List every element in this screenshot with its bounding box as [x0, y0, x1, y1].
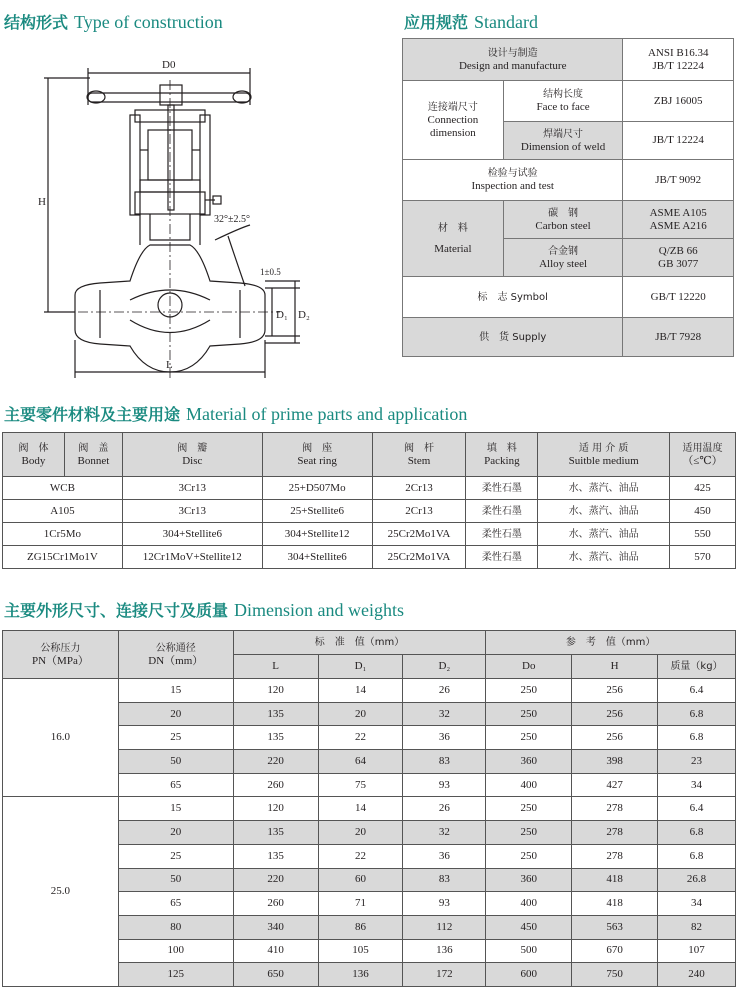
dim-cell: 50: [118, 868, 233, 892]
dim-cell: 750: [572, 963, 658, 987]
mat-cell: 25Cr2Mo1VA: [372, 523, 466, 546]
dim-cell: 260: [233, 773, 318, 797]
std-material-en: Material: [434, 242, 472, 255]
dim-cell: 22: [318, 844, 403, 868]
std-insp-en: Inspection and test: [471, 180, 554, 192]
mat-cell: 柔性石墨: [466, 546, 538, 569]
std-ftf-cn: 结构长度: [543, 89, 584, 100]
std-ftf-label: [503, 81, 623, 122]
mat-cell: A105: [3, 500, 123, 523]
std-supply-text: 供 货 Supply: [479, 331, 547, 343]
dim-cell: 36: [403, 726, 486, 750]
dim-cell: 260: [233, 892, 318, 916]
dim-cell: 125: [118, 963, 233, 987]
table-row: [403, 318, 734, 357]
label-angle: 32°±2.5°: [214, 214, 250, 225]
dim-cell: 6.8: [658, 821, 736, 845]
table-row: [403, 277, 734, 318]
table-row: [3, 631, 736, 655]
mat-cell: 水、蒸汽、油品: [538, 523, 670, 546]
dim-cell: 14: [318, 797, 403, 821]
standard-title-cn: 应用规范: [404, 13, 469, 32]
std-carbon-value: [623, 201, 734, 239]
mat-header-seat: [262, 433, 372, 477]
label-h: H: [38, 196, 46, 208]
mat-header-body-en: Body: [21, 454, 46, 467]
dim-cell: 136: [318, 963, 403, 987]
std-carbon-label: [503, 201, 623, 239]
std-insp-value: JB/T 9092: [623, 160, 734, 201]
mat-header-bonnet: [64, 433, 122, 477]
dim-cell: 20: [118, 702, 233, 726]
std-weld-label: [503, 122, 623, 160]
dim-cell: 6.4: [658, 679, 736, 703]
dim-cell: 427: [572, 773, 658, 797]
mat-header-disc-en: Disc: [182, 454, 203, 467]
std-material-cn: 材 料: [437, 222, 468, 234]
dim-cell: 256: [572, 702, 658, 726]
dim-cell: 250: [486, 797, 572, 821]
dim-cell: 256: [572, 726, 658, 750]
std-alloy-cn: 合金钢: [548, 245, 579, 257]
mat-cell: 柔性石墨: [466, 477, 538, 500]
dim-cell: 172: [403, 963, 486, 987]
std-weld-en: Dimension of weld: [520, 140, 606, 153]
mat-cell: 柔性石墨: [466, 500, 538, 523]
dim-cell: 32: [403, 702, 486, 726]
mat-cell: 2Cr13: [372, 477, 466, 500]
table-row: [3, 523, 736, 546]
table-row: [403, 160, 734, 201]
dim-cell: 112: [403, 915, 486, 939]
mat-header-body: [3, 433, 65, 477]
label-d0: D0: [162, 59, 176, 71]
mat-cell: 450: [670, 500, 736, 523]
table-row: [403, 39, 734, 81]
mat-cell: 425: [670, 477, 736, 500]
dim-cell: 65: [118, 773, 233, 797]
mat-cell: 12Cr1MoV+Stellite12: [122, 546, 262, 569]
dim-cell: 26: [403, 797, 486, 821]
dim-header-d1: D₁: [318, 655, 403, 679]
mat-header-body-cn: 阀 体: [18, 442, 49, 454]
dim-cell: 26: [403, 679, 486, 703]
dim-header-dn-cn: 公称通径: [155, 642, 196, 654]
dim-header-weight: 质量（kg）: [658, 655, 736, 679]
dim-cell: 418: [572, 868, 658, 892]
dimensions-table: [2, 630, 736, 987]
dim-cell: 26.8: [658, 868, 736, 892]
dim-cell: 83: [403, 868, 486, 892]
dim-cell: 15: [118, 679, 233, 703]
dim-cell: 398: [572, 750, 658, 774]
mat-cell: 1Cr5Mo: [3, 523, 123, 546]
dim-header-do: Do: [486, 655, 572, 679]
dim-header-pn-en: PN（MPa）: [32, 654, 89, 667]
mat-cell: 25+Stellite6: [262, 500, 372, 523]
mat-header-stem-cn: 阀 杆: [404, 442, 434, 454]
std-symbol-text: 标 志 Symbol: [477, 291, 548, 303]
label-d1: D₁: [276, 309, 288, 321]
table-row: [3, 679, 736, 703]
table-row: [403, 81, 734, 122]
dimensions-body: [3, 679, 736, 987]
dim-cell: 107: [658, 939, 736, 963]
dim-cell: 250: [486, 702, 572, 726]
mat-header-temp-en: （≤℃）: [682, 454, 723, 467]
standard-table: [402, 38, 734, 357]
dim-cell: 60: [318, 868, 403, 892]
dim-cell: 20: [318, 821, 403, 845]
mat-cell: ZG15Cr1Mo1V: [3, 546, 123, 569]
dim-cell: 25: [118, 844, 233, 868]
dim-cell: 360: [486, 868, 572, 892]
std-alloy-label: [503, 239, 623, 277]
std-conn-cn: 连接端尺寸: [427, 101, 478, 113]
std-conn-en2: dimension: [429, 126, 476, 139]
mat-cell: 水、蒸汽、油品: [538, 500, 670, 523]
mat-header-temp: [670, 433, 736, 477]
mat-header-disc-cn: 阀 瓣: [177, 442, 208, 454]
dimensions-title: [4, 598, 404, 621]
materials-title-en: Material of prime parts and application: [186, 404, 468, 424]
std-supply-value: JB/T 7928: [623, 318, 734, 357]
dim-header-dn-en: DN（mm）: [148, 654, 204, 667]
valve-construction-drawing: [0, 40, 395, 385]
mat-header-seat-cn: 阀 座: [302, 442, 333, 454]
mat-cell: 柔性石墨: [466, 523, 538, 546]
dim-cell: 400: [486, 892, 572, 916]
mat-header-medium: [538, 433, 670, 477]
dim-cell: 6.4: [658, 797, 736, 821]
mat-header-disc: [122, 433, 262, 477]
std-ftf-en: Face to face: [536, 101, 590, 113]
dim-cell: 450: [486, 915, 572, 939]
dim-cell: 93: [403, 773, 486, 797]
dim-cell: 250: [486, 726, 572, 750]
dim-cell: 240: [658, 963, 736, 987]
dim-cell: 136: [403, 939, 486, 963]
std-conn-label: [403, 81, 504, 160]
dim-header-h: H: [572, 655, 658, 679]
dim-cell: 32: [403, 821, 486, 845]
dim-cell: 135: [233, 702, 318, 726]
std-insp-label: [403, 160, 623, 201]
std-alloy-val1: Q/ZB 66: [658, 244, 698, 257]
dim-cell: 278: [572, 797, 658, 821]
dim-cell: 135: [233, 726, 318, 750]
dim-cell: 20: [318, 702, 403, 726]
dim-header-l: L: [233, 655, 318, 679]
dim-cell: 22: [318, 726, 403, 750]
std-design-cn: 设计与制造: [487, 47, 538, 59]
table-row: [3, 477, 736, 500]
std-symbol-label: [403, 277, 623, 318]
dim-cell: 20: [118, 821, 233, 845]
dim-cell: 400: [486, 773, 572, 797]
dim-cell: 220: [233, 750, 318, 774]
dim-cell: 50: [118, 750, 233, 774]
dim-cell: 600: [486, 963, 572, 987]
std-carbon-en: Carbon steel: [535, 219, 591, 232]
mat-header-packing-en: Packing: [484, 454, 520, 467]
dim-cell: 340: [233, 915, 318, 939]
dim-cell: 71: [318, 892, 403, 916]
materials-title-cn: 主要零件材料及主要用途: [4, 405, 181, 424]
std-carbon-val1: ASME A105: [649, 206, 707, 219]
construction-title-cn: 结构形式: [4, 13, 69, 32]
table-row: [3, 797, 736, 821]
table-row: [3, 500, 736, 523]
mat-header-stem: [372, 433, 466, 477]
dim-cell: 34: [658, 892, 736, 916]
std-alloy-en: Alloy steel: [539, 257, 588, 270]
dim-cell: 23: [658, 750, 736, 774]
mat-header-packing: [466, 433, 538, 477]
dim-cell: 120: [233, 797, 318, 821]
dimensions-title-cn: 主要外形尺寸、连接尺寸及质量: [4, 601, 229, 620]
dim-header-std: 标 准 值（mm）: [233, 631, 486, 655]
dim-header-ref: 参 考 值（mm）: [486, 631, 736, 655]
std-design-val1: ANSI B16.34: [647, 46, 709, 59]
mat-cell: 水、蒸汽、油品: [538, 546, 670, 569]
dim-cell: 14: [318, 679, 403, 703]
dim-cell: 100: [118, 939, 233, 963]
dim-cell: 563: [572, 915, 658, 939]
std-weld-cn: 焊端尺寸: [543, 128, 584, 140]
std-supply-label: [403, 318, 623, 357]
std-alloy-value: [623, 239, 734, 277]
construction-title-en: Type of construction: [74, 12, 223, 32]
dim-cell: 80: [118, 915, 233, 939]
mat-cell: 2Cr13: [372, 500, 466, 523]
table-row: [403, 201, 734, 239]
standard-title-en: Standard: [474, 12, 538, 32]
std-material-label: [403, 201, 504, 277]
dim-cell: 250: [486, 844, 572, 868]
dim-cell: 278: [572, 844, 658, 868]
dim-cell: 64: [318, 750, 403, 774]
std-carbon-val2: ASME A216: [649, 219, 707, 232]
dim-cell: 105: [318, 939, 403, 963]
mat-header-packing-cn: 填 料: [486, 442, 517, 454]
table-row: [3, 546, 736, 569]
std-insp-cn: 检验与试验: [487, 168, 538, 179]
dim-header-dn: [118, 631, 233, 679]
dim-header-pn-cn: 公称压力: [40, 642, 81, 654]
mat-cell: 3Cr13: [122, 477, 262, 500]
std-alloy-val2: GB 3077: [658, 257, 699, 270]
mat-header-stem-en: Stem: [407, 454, 431, 467]
dim-cell: 34: [658, 773, 736, 797]
dim-cell: 120: [233, 679, 318, 703]
dim-cell: 86: [318, 915, 403, 939]
std-design-val2: JB/T 12224: [652, 59, 704, 72]
mat-header-medium-cn: 适 用 介 质: [578, 442, 629, 454]
std-design-value: [623, 39, 734, 81]
mat-cell: WCB: [3, 477, 123, 500]
std-weld-value: JB/T 12224: [623, 122, 734, 160]
dim-cell: 360: [486, 750, 572, 774]
dim-cell: 278: [572, 821, 658, 845]
dim-cell: 75: [318, 773, 403, 797]
std-conn-en1: Connection: [427, 113, 479, 126]
dim-cell: 250: [486, 821, 572, 845]
std-design-label: [403, 39, 623, 81]
dim-cell: 36: [403, 844, 486, 868]
mat-cell: 550: [670, 523, 736, 546]
dim-cell: 93: [403, 892, 486, 916]
dim-cell: 670: [572, 939, 658, 963]
materials-table: [2, 432, 736, 569]
table-row: [3, 433, 736, 477]
materials-title: [4, 402, 467, 425]
std-design-en: Design and manufacture: [458, 59, 567, 72]
label-l: L: [166, 359, 173, 371]
dim-cell: 500: [486, 939, 572, 963]
pn-cell: 16.0: [3, 679, 119, 797]
mat-header-temp-cn: 适用温度: [682, 442, 723, 454]
mat-cell: 570: [670, 546, 736, 569]
std-ftf-value: ZBJ 16005: [623, 81, 734, 122]
mat-cell: 25Cr2Mo1VA: [372, 546, 466, 569]
mat-cell: 3Cr13: [122, 500, 262, 523]
dim-cell: 65: [118, 892, 233, 916]
dim-cell: 650: [233, 963, 318, 987]
std-carbon-cn: 碳 钢: [548, 207, 579, 219]
dim-cell: 6.8: [658, 702, 736, 726]
dim-cell: 6.8: [658, 844, 736, 868]
mat-header-medium-en: Suitble medium: [568, 454, 639, 467]
dim-header-d2: D₂: [403, 655, 486, 679]
dim-header-pn: [3, 631, 119, 679]
standard-title: [404, 10, 538, 33]
mat-header-bonnet-en: Bonnet: [77, 454, 110, 467]
dim-cell: 25: [118, 726, 233, 750]
dim-cell: 135: [233, 821, 318, 845]
mat-cell: 304+Stellite6: [122, 523, 262, 546]
dim-cell: 83: [403, 750, 486, 774]
mat-header-seat-en: Seat ring: [297, 454, 337, 467]
dim-cell: 250: [486, 679, 572, 703]
construction-title: [4, 10, 223, 33]
pn-cell: 25.0: [3, 797, 119, 987]
mat-header-bonnet-cn: 阀 盖: [78, 442, 109, 454]
mat-cell: 水、蒸汽、油品: [538, 477, 670, 500]
dim-cell: 135: [233, 844, 318, 868]
dim-cell: 220: [233, 868, 318, 892]
label-tolerance: 1±0.5: [260, 267, 281, 277]
label-d2: D₂: [298, 309, 310, 321]
dim-cell: 410: [233, 939, 318, 963]
dimensions-title-en: Dimension and weights: [234, 600, 404, 620]
mat-cell: 304+Stellite12: [262, 523, 372, 546]
dim-cell: 82: [658, 915, 736, 939]
std-symbol-value: GB/T 12220: [623, 277, 734, 318]
mat-cell: 25+D507Mo: [262, 477, 372, 500]
mat-cell: 304+Stellite6: [262, 546, 372, 569]
dim-cell: 256: [572, 679, 658, 703]
dim-cell: 15: [118, 797, 233, 821]
dim-cell: 418: [572, 892, 658, 916]
dim-cell: 6.8: [658, 726, 736, 750]
